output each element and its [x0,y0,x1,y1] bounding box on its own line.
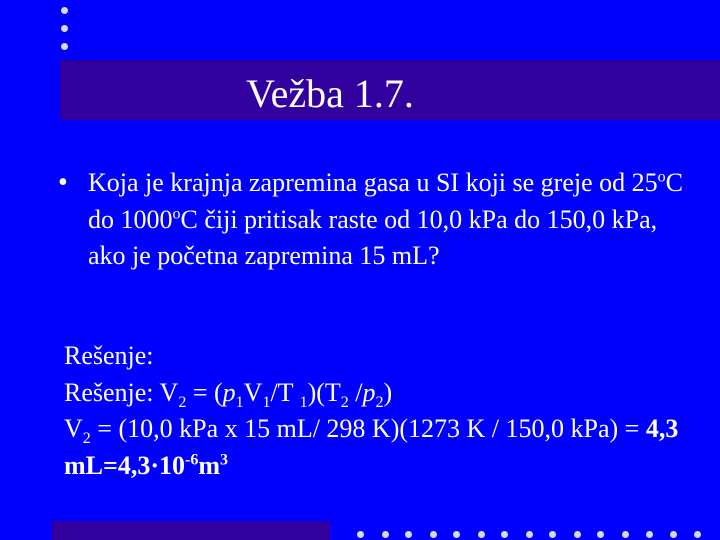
dot [574,531,581,538]
question-text: Koja je krajnja zapremina gasa u SI koji se greje od 25$^o$C do 1000$^o$C čiji pritisak raste od 10,0 kPa do 150,0 kPa, ako je početna zapremina 15 mL? [88,168,683,270]
dot [453,531,460,538]
bottom-bar [52,521,330,540]
dot [597,531,604,538]
bullet-icon: • [58,167,68,198]
dot [357,531,364,538]
dot [61,43,68,50]
dot [501,531,508,538]
dot [478,531,485,538]
dot [61,7,68,14]
solution-block [64,338,714,484]
dot [670,531,677,538]
dot [526,531,533,538]
dot [405,531,412,538]
dot [61,25,68,32]
dot [430,531,437,538]
solution-formula: Rešenje: $V_2 = (p_1V_1/T$ $_1)(T_2$ $/p_2$) [64,377,393,411]
dot [549,531,556,538]
dot [694,531,701,538]
slide-title: Vežba 1.7. [246,71,414,116]
dot [382,531,389,538]
solution-heading: Rešenje: [64,341,154,370]
dot [622,531,629,538]
solution-result: 4,3 $mL=4,3\cdot 10^{-6}m^3$ [64,414,679,480]
solution-calculation: $V_2 = (10,0$ kPa x 15 mL/ 298 K)(1273 K / 150,0 kPa) = 4,3 $mL=4,3\cdot 10^{-6}m^3$ [64,414,679,480]
dot [646,531,653,538]
